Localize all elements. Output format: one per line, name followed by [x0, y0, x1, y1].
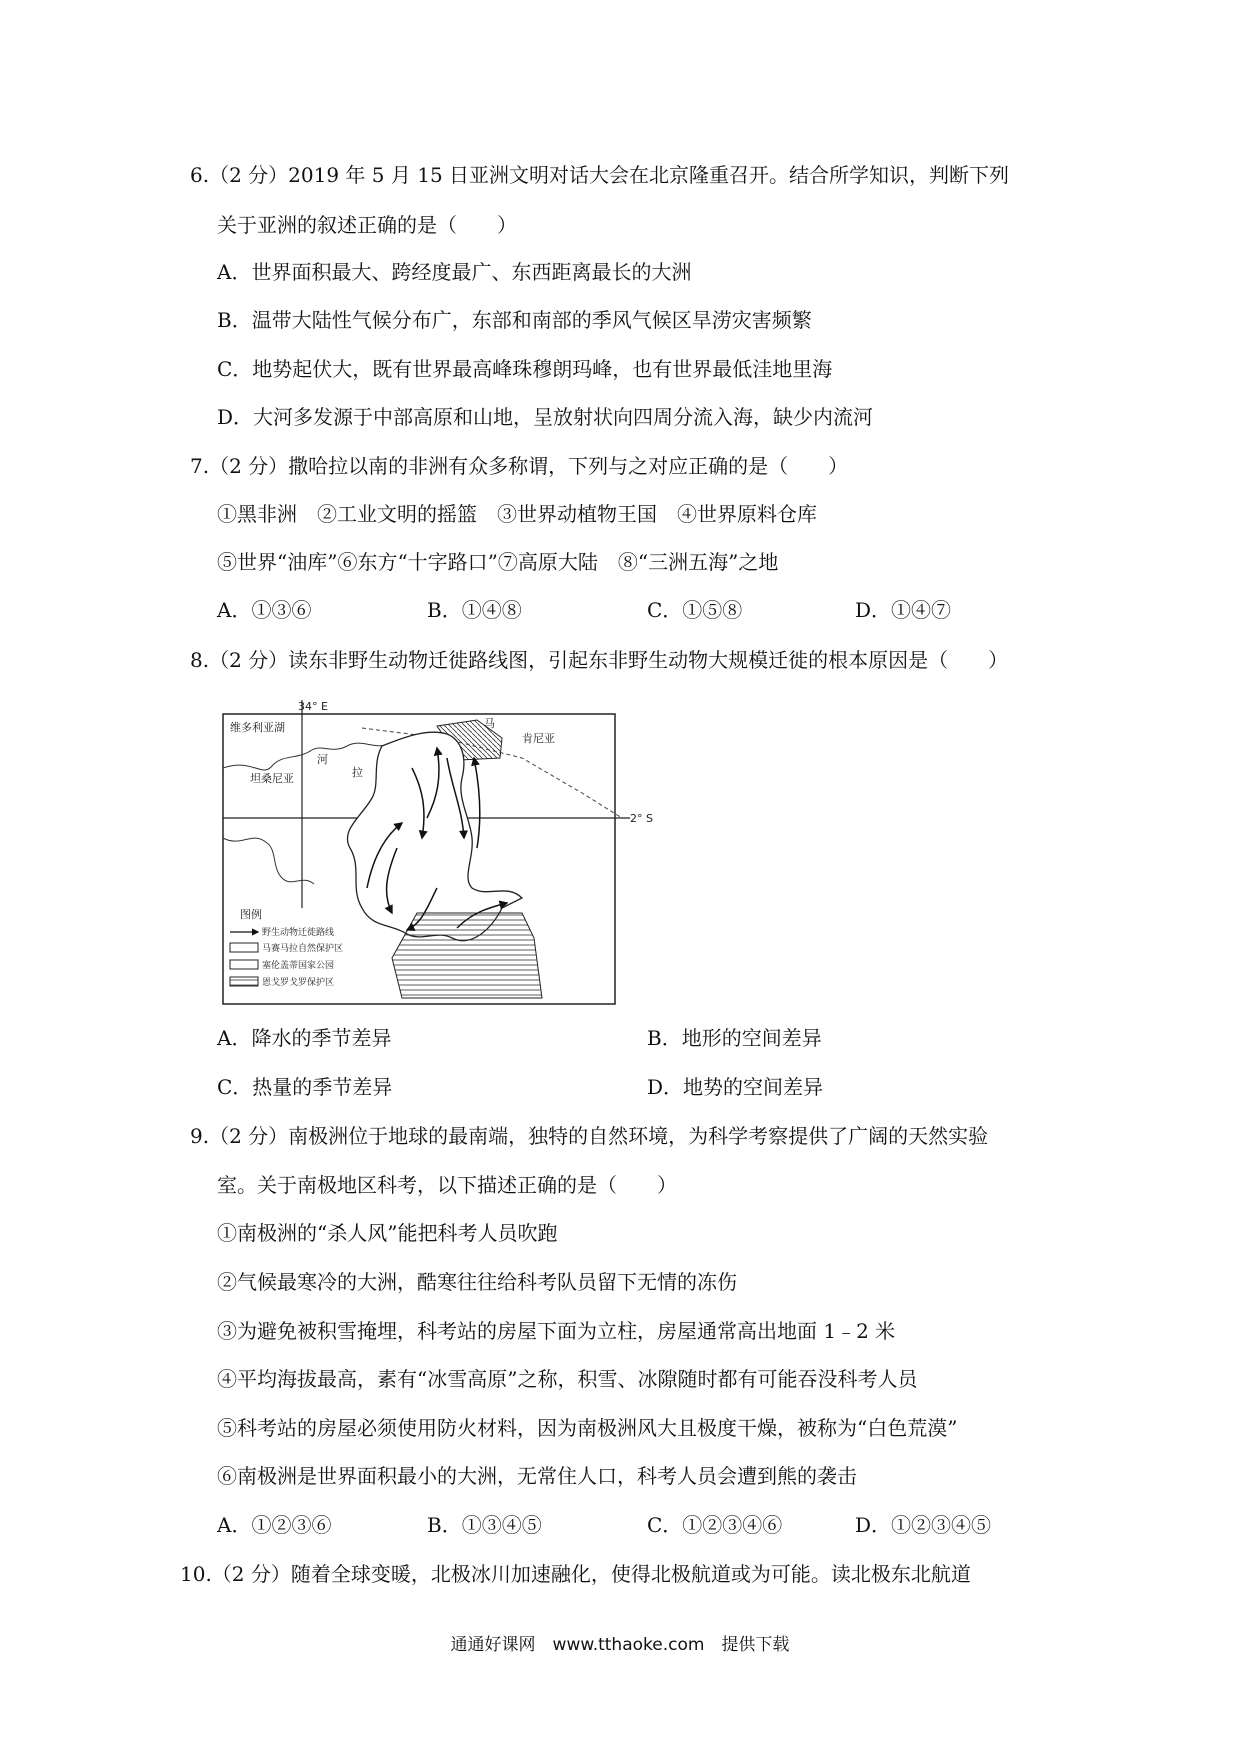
q9-statement-6: ⑥南极洲是世界面积最小的大洲，无常住人口，科考人员会遭到熊的袭击 — [217, 1464, 857, 1488]
q10-stem: 10.（2 分）随着全球变暖，北极冰川加速融化，使得北极航道或为可能。读北极东北航道 — [180, 1562, 971, 1586]
he-label: 河 — [317, 753, 328, 766]
legend-title: 图例 — [240, 908, 262, 921]
lat-label: 2° S — [630, 812, 653, 825]
q7-stem: 7.（2 分）撒哈拉以南的非洲有众多称谓，下列与之对应正确的是（ ） — [190, 454, 849, 478]
q9-statement-4: ④平均海拔最高，素有“冰雪高原”之称，积雪、冰隙随时都有可能吞没科考人员 — [217, 1367, 918, 1391]
legend-swatch-4 — [230, 977, 258, 986]
q6-stem-line1: 6.（2 分）2019 年 5 月 15 日亚洲文明对话大会在北京隆重召开。结合所学知识，判断下列 — [190, 163, 1010, 187]
q7-option-b: B．①④⑧ — [427, 598, 522, 622]
q7-option-a: A．①③⑥ — [217, 598, 312, 622]
q9-statement-3: ③为避免被积雪掩埋，科考站的房屋下面为立柱，房屋通常高出地面 1﹣2 米 — [217, 1319, 896, 1343]
q8-stem: 8.（2 分）读东非野生动物迁徙路线图，引起东非野生动物大规模迁徙的根本原因是（ ） — [190, 648, 1009, 672]
q9-option-a: A．①②③⑥ — [217, 1513, 332, 1537]
q8-option-c: C．热量的季节差异 — [217, 1075, 393, 1099]
legend-item-2: 马赛马拉自然保护区 — [262, 944, 344, 954]
q9-statement-5: ⑤科考站的房屋必须使用防火材料，因为南极洲风大且极度干燥，被称为“白色荒漠” — [217, 1416, 958, 1440]
q6-option-a: A．世界面积最大、跨经度最广、东西距离最长的大洲 — [217, 260, 692, 284]
q6-option-d: D．大河多发源于中部高原和山地，呈放射状向四周分流入海，缺少内流河 — [217, 405, 874, 429]
q9-statement-2: ②气候最寒冷的大洲，酷寒往往给科考队员留下无情的冻伤 — [217, 1270, 737, 1294]
ma-label: 马 — [484, 717, 495, 730]
q9-option-d: D．①②③④⑤ — [855, 1513, 992, 1537]
q8-option-b: B．地形的空间差异 — [647, 1026, 822, 1050]
q7-items-line2: ⑤世界“油库”⑥东方“十字路口”⑦高原大陆 ⑧“三洲五海”之地 — [217, 550, 779, 574]
legend-swatch-2 — [230, 943, 258, 952]
legend-swatch-3 — [230, 960, 258, 969]
q6-stem-line2: 关于亚洲的叙述正确的是（ ） — [217, 213, 517, 237]
q7-items-line1: ①黑非洲 ②工业文明的摇篮 ③世界动植物王国 ④世界原料仓库 — [217, 502, 817, 526]
q6-option-c: C．地势起伏大，既有世界最高峰珠穆朗玛峰，也有世界最低洼地里海 — [217, 357, 833, 381]
q9-option-b: B．①③④⑤ — [427, 1513, 542, 1537]
q9-stem-line1: 9.（2 分）南极洲位于地球的最南端，独特的自然环境，为科学考察提供了广阔的天然实验 — [190, 1124, 989, 1148]
page-footer: 通通好课网 www.tthaoke.com 提供下载 — [450, 1635, 790, 1655]
q9-stem-line2: 室。关于南极地区科考，以下描述正确的是（ ） — [217, 1173, 677, 1197]
la-label: 拉 — [352, 766, 363, 779]
q8-option-d: D．地势的空间差异 — [647, 1075, 824, 1099]
q8-option-a: A．降水的季节差异 — [217, 1026, 392, 1050]
q7-option-d: D．①④⑦ — [855, 598, 952, 622]
legend-item-3: 塞伦盖蒂国家公园 — [262, 961, 335, 971]
q9-option-c: C．①②③④⑥ — [647, 1513, 783, 1537]
migration-map — [222, 698, 656, 1006]
tanzania-label: 坦桑尼亚 — [250, 772, 294, 785]
q7-option-c: C．①⑤⑧ — [647, 598, 743, 622]
lon-label: 34° E — [298, 700, 328, 713]
q9-statement-1: ①南极洲的“杀人风”能把科考人员吹跑 — [217, 1221, 558, 1245]
migration-map-svg — [222, 698, 656, 1006]
q6-option-b: B．温带大陆性气候分布广，东部和南部的季风气候区旱涝灾害频繁 — [217, 308, 812, 332]
lake-label: 维多利亚湖 — [230, 721, 285, 734]
legend-item-4: 恩戈罗戈罗保护区 — [262, 978, 335, 988]
legend-item-1: 野生动物迁徙路线 — [262, 928, 335, 938]
kenya-label: 肯尼亚 — [522, 732, 555, 745]
